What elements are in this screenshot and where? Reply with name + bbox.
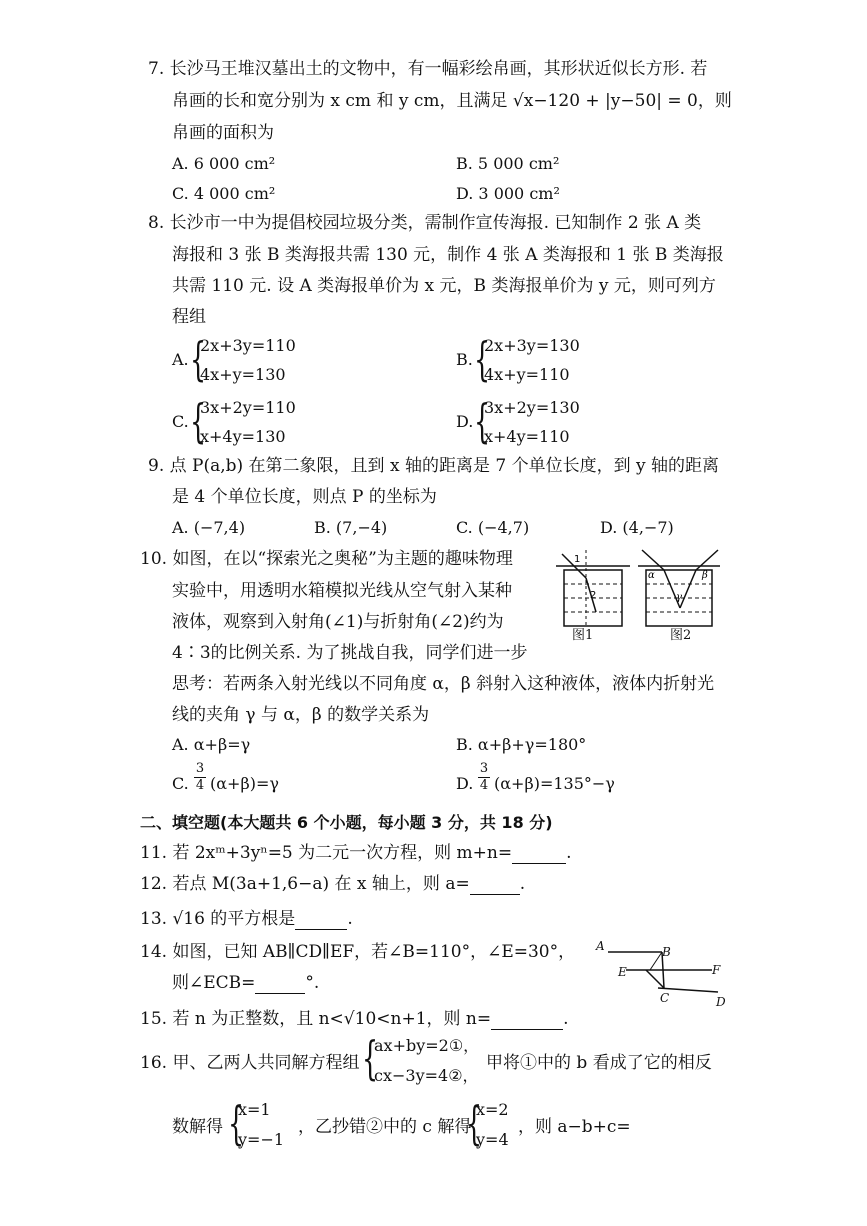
q16-sol2-y: y=4 [476, 1130, 509, 1149]
q10-option-a: A. α+β=γ [172, 735, 251, 754]
q14-point-f: F [712, 963, 721, 977]
q16-sol1-brace: { [228, 1096, 245, 1150]
q15 [140, 1008, 569, 1030]
q8-option-a-eq2: 4x+y=130 [200, 365, 286, 384]
q13-text: 13. √16 的平方根是 [140, 909, 296, 929]
q13-end: . [347, 909, 353, 929]
q7-option-b: B. 5 000 cm² [456, 154, 560, 173]
q8-option-c-brace: { [190, 394, 207, 448]
q14-point-a: A [596, 939, 605, 953]
q8-option-c-eq1: 3x+2y=110 [200, 398, 296, 417]
q16-line2-b: ，乙抄错②中的 c 解得 [298, 1117, 472, 1137]
q10-option-b: B. α+β+γ=180° [456, 735, 587, 754]
q8-option-a-label: A. [172, 350, 189, 369]
q7-line-1: 7. 长沙马王堆汉墓出土的文物中，有一幅彩绘帛画，其形状近似长方形. 若 [148, 59, 708, 79]
q10-line-2: 实验中，用透明水箱模拟光线从空气射入某种 [172, 581, 512, 601]
svg-text:1: 1 [574, 554, 581, 565]
svg-text:β: β [702, 570, 708, 581]
q8-option-c-eq2: x+4y=130 [200, 427, 286, 446]
q7-line-3: 帛画的面积为 [172, 123, 274, 143]
q11-text: 11. 若 2xᵐ+3yⁿ=5 为二元一次方程，则 m+n= [140, 843, 513, 863]
q7-option-c: C. 4 000 cm² [172, 184, 276, 203]
q12 [140, 873, 525, 895]
q9-option-d: D. (4,−7) [600, 518, 674, 537]
q10-line-5: 思考：若两条入射光线以不同角度 α，β 斜射入这种液体，液体内折射光 [172, 674, 715, 694]
q10-line-3: 液体，观察到入射角(∠1)与折射角(∠2)约为 [172, 612, 504, 632]
q10-line-1: 10. 如图，在以“探索光之奥秘”为主题的趣味物理 [140, 549, 513, 569]
q7-option-a: A. 6 000 cm² [172, 154, 276, 173]
q10-option-c-expr: (α+β)=γ [210, 774, 279, 793]
svg-text:2: 2 [590, 590, 597, 601]
q14-point-b: B [662, 945, 671, 959]
q15-end: . [563, 1009, 569, 1029]
q16-after: 甲将①中的 b 看成了它的相反 [486, 1053, 712, 1073]
q8-option-b-eq1: 2x+3y=130 [484, 336, 580, 355]
q16-sol1-y: y=−1 [238, 1130, 285, 1149]
q14-point-d: D [716, 995, 726, 1009]
section-2-title: 二、填空题(本大题共 6 个小题，每小题 3 分，共 18 分) [140, 813, 553, 832]
q8-option-b-brace: { [474, 332, 491, 386]
q14-line-2-suffix: °. [305, 973, 320, 993]
q8-line-2: 海报和 3 张 B 类海报共需 130 元，制作 4 张 A 类海报和 1 张 B 类海报 [172, 245, 724, 265]
q8-line-4: 程组 [172, 307, 206, 327]
q10-line-4: 4∶3的比例关系. 为了挑战自我，同学们进一步 [172, 643, 528, 663]
q8-option-d-label: D. [456, 412, 474, 431]
q14-line-2-prefix: 则∠ECB= [172, 973, 256, 993]
q16-sol2-x: x=2 [476, 1100, 509, 1119]
q12-end: . [519, 874, 526, 894]
q8-option-d-eq2: x+4y=110 [484, 427, 570, 446]
q10-line-6: 线的夹角 γ 与 α，β 的数学关系为 [172, 705, 430, 725]
q16-line2-a: 数解得 [172, 1117, 223, 1137]
q10-option-d-expr: (α+β)=135°−γ [494, 774, 615, 793]
q8-line-1: 8. 长沙市一中为提倡校园垃圾分类，需制作宣传海报. 已知制作 2 张 A 类 [148, 213, 702, 233]
q16-sol2-brace: { [466, 1096, 483, 1150]
q14-point-e: E [618, 965, 627, 979]
q11-end: . [566, 843, 572, 863]
q12-answer-blank[interactable] [470, 876, 520, 895]
q10-option-c-denominator: 4 [195, 778, 205, 793]
q16-system-brace: { [362, 1031, 379, 1085]
q9-option-a: A. (−7,4) [172, 518, 246, 537]
q7-option-d: D. 3 000 cm² [456, 184, 560, 203]
q14-line-2 [172, 972, 319, 994]
q8-option-b-label: B. [456, 350, 473, 369]
q15-answer-blank[interactable] [491, 1011, 563, 1030]
q10-option-d-label: D. [456, 774, 474, 793]
q14-point-c: C [660, 991, 670, 1005]
q8-option-c-label: C. [172, 412, 189, 431]
q16-prefix: 16. 甲、乙两人共同解方程组 [140, 1053, 360, 1073]
q9-line-1: 9. 点 P(a,b) 在第二象限，且到 x 轴的距离是 7 个单位长度，到 y 轴的距离 [148, 456, 719, 476]
q8-option-a-eq1: 2x+3y=110 [200, 336, 296, 355]
q10-option-c-label: C. [172, 774, 189, 793]
q8-option-d-brace: { [474, 394, 491, 448]
q9-option-b: B. (7,−4) [314, 518, 388, 537]
q9-option-c: C. (−4,7) [456, 518, 530, 537]
q16-line2-c: ，则 a−b+c= [518, 1117, 631, 1137]
q12-text: 12. 若点 M(3a+1,6−a) 在 x 轴上，则 a= [140, 874, 470, 894]
q7-line-2: 帛画的长和宽分别为 x cm 和 y cm，且满足 √x−120 + |y−50| = 0，则 [172, 91, 732, 111]
q16-sol1-x: x=1 [238, 1100, 271, 1119]
q14-answer-blank[interactable] [255, 975, 305, 994]
q8-line-3: 共需 110 元. 设 A 类海报单价为 x 元，B 类海报单价为 y 元，则可列方 [172, 276, 716, 296]
q8-option-d-eq1: 3x+2y=130 [484, 398, 580, 417]
q15-text: 15. 若 n 为正整数，且 n<√10<n+1，则 n= [140, 1009, 492, 1029]
q10-option-d-numerator: 3 [479, 761, 489, 776]
q8-option-b-eq2: 4x+y=110 [484, 365, 570, 384]
q13 [140, 908, 353, 930]
q14-line-1: 14. 如图，已知 AB∥CD∥EF，若∠B=110°，∠E=30°， [140, 942, 576, 962]
q10-option-c-numerator: 3 [195, 761, 205, 776]
svg-text:α: α [648, 570, 655, 581]
q10-figure-2-label: 图2 [670, 628, 692, 643]
q13-answer-blank[interactable] [295, 911, 347, 930]
q16-eq1: ax+by=2①， [374, 1036, 480, 1055]
q11 [140, 842, 572, 864]
q16-eq2: cx−3y=4②， [374, 1066, 479, 1085]
q8-option-a-brace: { [190, 332, 207, 386]
svg-text:γ: γ [676, 592, 682, 603]
q10-figure-1-label: 图1 [572, 628, 594, 643]
q10-option-d-denominator: 4 [479, 778, 489, 793]
q11-answer-blank[interactable] [512, 845, 566, 864]
q9-line-2: 是 4 个单位长度，则点 P 的坐标为 [172, 487, 437, 507]
